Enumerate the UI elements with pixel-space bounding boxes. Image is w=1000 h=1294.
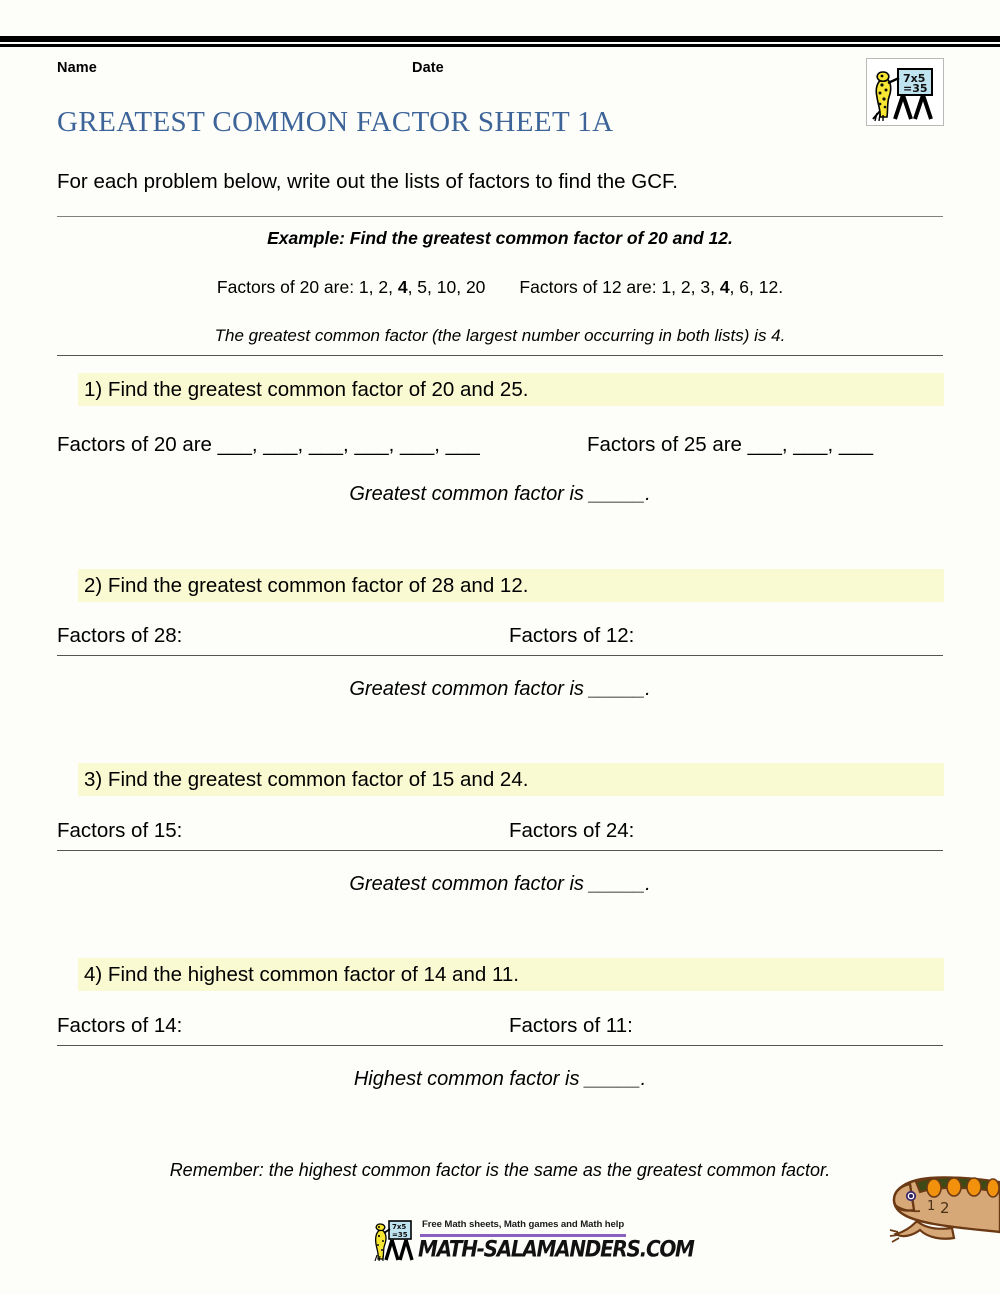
date-label: Date	[412, 60, 444, 76]
question-2-prompt: 2) Find the greatest common factor of 28 and 12.	[84, 574, 529, 597]
example-factor-lists	[0, 277, 1000, 298]
svg-text:7x5: 7x5	[903, 72, 926, 85]
example-conclusion: The greatest common factor (the largest number occurring in both lists) is 4.	[214, 326, 786, 345]
question-1-right-label: Factors of 25 are ___, ___, ___	[587, 433, 874, 456]
question-4-work-rule	[57, 1045, 943, 1046]
question-1-factor-row	[57, 433, 943, 457]
name-date-row	[57, 60, 657, 76]
example-factors-20-prefix: Factors of 20 are: 1, 2,	[216, 277, 398, 297]
question-4-left-label: Factors of 14:	[57, 1014, 183, 1037]
salamander-easel-logo-icon	[866, 58, 944, 126]
example-factors-20-gcf: 4	[397, 277, 408, 297]
example-factors-20-suffix: , 5, 10, 20	[407, 277, 486, 297]
name-label: Name	[57, 60, 97, 76]
question-3-factor-row	[57, 819, 943, 843]
svg-text:=35: =35	[392, 1231, 408, 1239]
question-1-left-label: Factors of 20 are ___, ___, ___, ___, ___, ___	[57, 433, 480, 456]
example-factors-12-prefix: Factors of 12 are: 1, 2, 3,	[519, 277, 720, 297]
svg-text:7x5: 7x5	[392, 1223, 407, 1231]
example-factors-20	[217, 277, 486, 297]
example-bottom-rule	[57, 355, 943, 356]
question-2-answer-line: Greatest common factor is _____.	[349, 678, 651, 700]
instruction-text: For each problem below, write out the lists of factors to find the GCF.	[57, 170, 678, 193]
question-3-left-label: Factors of 15:	[57, 819, 183, 842]
question-4-right-label: Factors of 11:	[509, 1014, 633, 1037]
svg-text:1: 1	[927, 1199, 936, 1214]
question-1-prompt: 1) Find the greatest common factor of 20 and 25.	[84, 378, 529, 401]
question-3-answer-line: Greatest common factor is _____.	[349, 873, 651, 895]
question-2-factor-row	[57, 624, 943, 648]
question-2-work-rule	[57, 655, 943, 656]
footer-salamander-easel-icon	[372, 1218, 418, 1262]
salamander-illustration-icon	[886, 1158, 1000, 1246]
question-4-prompt: 4) Find the highest common factor of 14 and 11.	[84, 963, 519, 986]
question-4-answer-line: Highest common factor is _____.	[353, 1068, 647, 1090]
example-factors-12	[519, 277, 783, 297]
question-3-prompt: 3) Find the greatest common factor of 15 and 24.	[84, 768, 529, 791]
svg-text:=35: =35	[903, 82, 928, 95]
question-2-right-label: Factors of 12:	[509, 624, 635, 647]
example-factors-12-gcf: 4	[719, 277, 730, 297]
example-heading: Example: Find the greatest common factor of 20 and 12.	[267, 228, 733, 248]
example-top-rule	[57, 216, 943, 217]
question-3-work-rule	[57, 850, 943, 851]
question-3-right-label: Factors of 24:	[509, 819, 635, 842]
footer-domain-text: MATH-SALAMANDERS.COM	[418, 1235, 694, 1262]
question-1-answer-line: Greatest common factor is _____.	[349, 483, 651, 505]
footer-remember-note: Remember: the highest common factor is the same as the greatest common factor.	[169, 1160, 831, 1180]
svg-text:2: 2	[940, 1199, 950, 1217]
example-factors-12-suffix: , 6, 12.	[729, 277, 784, 297]
question-2-left-label: Factors of 28:	[57, 624, 183, 647]
footer-tagline: Free Math sheets, Math games and Math help	[422, 1219, 625, 1230]
page-title: GREATEST COMMON FACTOR SHEET 1A	[57, 106, 614, 138]
question-4-factor-row	[57, 1014, 943, 1038]
math-salamanders-footer-logo	[372, 1218, 694, 1262]
